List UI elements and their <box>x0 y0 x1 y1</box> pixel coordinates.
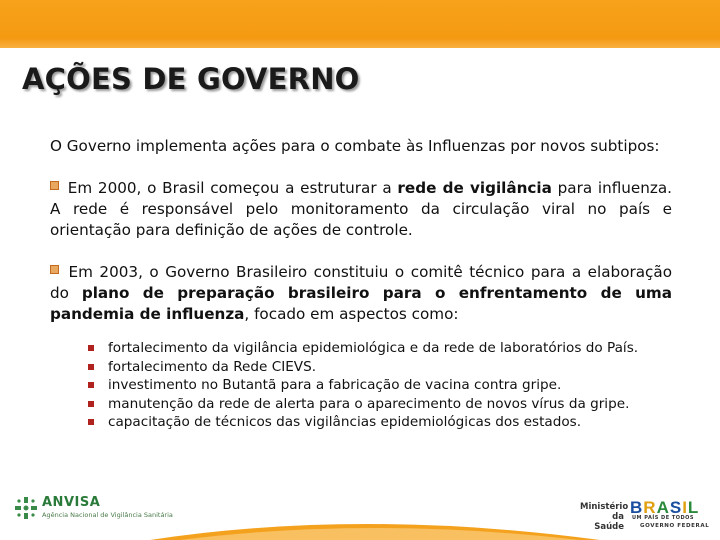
ministerio-line1: Ministério <box>580 502 629 512</box>
svg-text:BRASIL <box>630 498 699 516</box>
aspects-list <box>50 339 672 432</box>
bullet-square-icon <box>50 265 59 274</box>
top-orange-bar <box>0 0 720 48</box>
list-item: capacitação de técnicos das vigilâncias epidemiológicas dos estados. <box>88 413 672 432</box>
brasil-letter: R <box>643 498 657 516</box>
slide-content <box>50 136 672 432</box>
list-item: manutenção da rede de alerta para o aparecimento de novos vírus da gripe. <box>88 395 672 414</box>
ministerio-logo <box>580 502 629 532</box>
slide-title: AÇÕES DE GOVERNO <box>22 62 360 96</box>
anvisa-logo <box>14 494 174 524</box>
brasil-letter: S <box>669 498 683 516</box>
brasil-letter: A <box>656 498 670 516</box>
brasil-letter: B <box>630 498 644 516</box>
paragraph-text: , focado em aspectos como: <box>244 305 459 323</box>
brasil-tagline: UM PAÍS DE TODOS <box>632 515 695 521</box>
ministerio-line2: da Saúde <box>594 512 624 532</box>
paragraph-text: Em 2003, o Governo Brasileiro constituiu o comitê técnico para a elaboração do <box>50 263 672 302</box>
governo-federal-label: GOVERNO FEDERAL <box>640 523 710 529</box>
emphasis-text: rede de vigilância <box>397 179 552 197</box>
paragraph-plano-preparacao <box>50 262 672 325</box>
brasil-letter: L <box>687 498 700 516</box>
paragraph-text: para influenza. A rede é responsável pelo monitoramento da circulação viral no país e orientação para definição de ações de controle. <box>50 179 672 239</box>
bullet-square-icon <box>50 181 59 190</box>
anvisa-name: ANVISA <box>42 495 101 510</box>
anvisa-subtitle: Agência Nacional de Vigilância Sanitária <box>42 511 173 519</box>
list-item: investimento no Butantã para a fabricação de vacina contra gripe. <box>88 376 672 395</box>
emphasis-text: plano de preparação brasileiro para o enfrentamento de uma pandemia de influenza <box>50 284 672 323</box>
brasil-wordmark <box>630 498 708 516</box>
anvisa-cross-icon <box>14 496 38 520</box>
list-item: fortalecimento da vigilância epidemiológica e da rede de laboratórios do País. <box>88 339 672 358</box>
brasil-letter: I <box>682 498 688 516</box>
paragraph-text: Em 2000, o Brasil começou a estruturar a <box>67 179 398 197</box>
intro-paragraph: O Governo implementa ações para o combate às Influenzas por novos subtipos: <box>50 137 660 155</box>
paragraph-rede-vigilancia <box>50 178 672 241</box>
list-item: fortalecimento da Rede CIEVS. <box>88 358 672 377</box>
brasil-governo-federal-logo <box>630 498 708 532</box>
